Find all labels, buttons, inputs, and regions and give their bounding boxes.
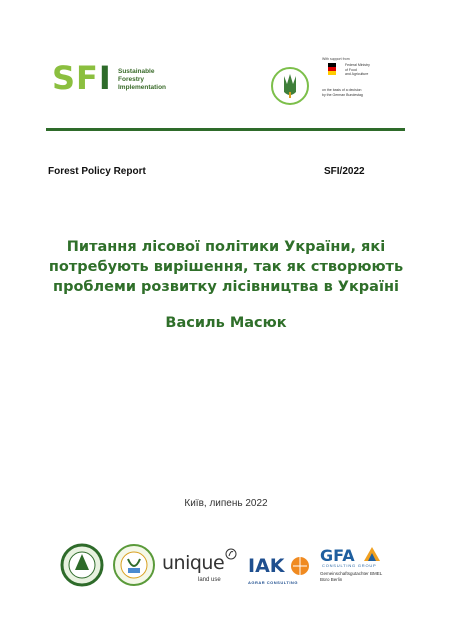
gfa-logo-text: GFA xyxy=(320,546,355,565)
sfi-logo-text xyxy=(118,68,166,92)
supported-by-label: With support from xyxy=(322,57,350,61)
iak-logo-text: IAK xyxy=(248,555,285,577)
forestry-agency-seal-icon xyxy=(60,543,104,587)
title-line-3: проблеми розвитку лісівництва в Україні xyxy=(53,279,399,295)
bundestag-line-2: by the German Bundestag xyxy=(322,92,363,97)
ministry-name xyxy=(345,63,385,77)
sfi-line-sustainable: Sustainable xyxy=(118,68,155,75)
ukraine-forestry-emblem-icon xyxy=(270,66,310,106)
sfi-logo xyxy=(52,58,112,98)
gfa-footnote xyxy=(320,571,390,582)
ministry-line-2: of Food xyxy=(345,67,357,72)
gfa-sub-text: CONSULTING GROUP xyxy=(322,563,377,568)
ministry-line-1: Federal Ministry xyxy=(345,63,370,67)
place-date: Київ, липень 2022 xyxy=(184,498,268,509)
gfa-triangle-icon xyxy=(362,546,382,562)
bundestag-line-1: on the basis of a decision xyxy=(322,88,362,92)
gfa-foot-line-1: Gemeinschaftsgutachter BMEL xyxy=(320,571,383,576)
gfa-foot-line-2: Büro Berlin xyxy=(320,576,343,582)
title-line-2: потребують вирішення, так як створюють xyxy=(48,259,404,275)
university-seal-icon xyxy=(112,543,156,587)
sfi-logo-letter-f: F xyxy=(76,59,99,97)
iak-sub-text: AGRAR CONSULTING xyxy=(248,580,298,585)
author-name: Василь Масюк xyxy=(165,315,287,331)
report-type: Forest Policy Report xyxy=(48,166,146,177)
germany-flag-icon xyxy=(328,63,336,75)
sfi-logo-letter-i: I xyxy=(98,59,112,97)
sfi-line-forestry: Forestry xyxy=(118,76,145,83)
report-title xyxy=(40,237,412,297)
bundestag-note xyxy=(322,88,368,97)
title-line-1: Питання лісової політики України, які xyxy=(66,239,386,255)
unique-logo-text: unique xyxy=(162,552,225,574)
iak-globe-icon xyxy=(290,556,310,576)
header-divider xyxy=(46,128,405,131)
report-code: SFI/2022 xyxy=(324,166,365,177)
unique-leaf-icon xyxy=(225,548,237,560)
ministry-line-3: and Agriculture xyxy=(345,72,369,76)
sfi-logo-letter-s: S xyxy=(52,59,77,97)
unique-sub-text: land use xyxy=(198,577,221,583)
sfi-line-implementation: Implementation xyxy=(118,84,167,91)
